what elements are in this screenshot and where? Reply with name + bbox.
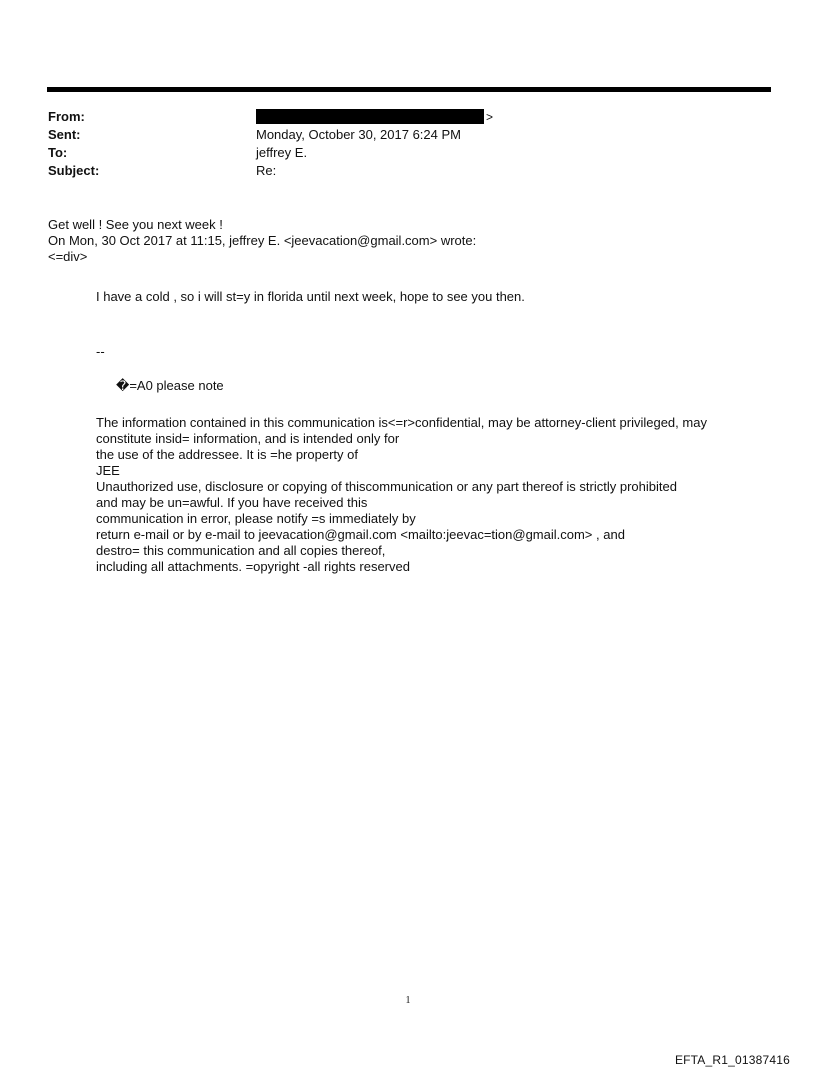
disclaimer-line: and may be un=awful. If you have received this — [96, 495, 368, 510]
disclaimer-line: JEE — [96, 463, 120, 478]
quoted-message — [96, 289, 796, 305]
to-row — [48, 144, 748, 162]
from-value — [256, 108, 493, 126]
disclaimer-line: The information contained in this communication is<=r>confidential, may be attorney-client privileged, may — [96, 415, 707, 430]
page-number: 1 — [405, 995, 411, 1006]
email-header — [48, 108, 748, 180]
from-row — [48, 108, 748, 126]
disclaimer-line: the use of the addressee. It is =he property of — [96, 447, 358, 462]
quoted-text: I have a cold , so i will st=y in florida until next week, hope to see you then. — [96, 289, 525, 304]
subject-label: Subject: — [48, 163, 100, 178]
to-value: jeffrey E. — [256, 145, 308, 160]
subject-value: Re: — [256, 163, 277, 178]
disclaimer-line: including all attachments. =opyright -all rights reserved — [96, 559, 410, 574]
disclaimer-line: return e-mail or by e-mail to jeevacation@gmail.com <mailto:jeevac=tion@gmail.com> , and — [96, 527, 625, 542]
disclaimer-line: Unauthorized use, disclosure or copying of thiscommunication or any part thereof is strictly prohibited — [96, 479, 677, 494]
reply-line: Get well ! See you next week ! — [48, 217, 223, 232]
bates-number: EFTA_R1_01387416 — [674, 1053, 790, 1067]
to-label: To: — [48, 145, 68, 160]
disclaimer-line: constitute insid= information, and is intended only for — [96, 431, 400, 446]
sent-value: Monday, October 30, 2017 6:24 PM — [256, 127, 461, 142]
sent-row — [48, 126, 748, 144]
signature-separator: -- — [96, 344, 105, 359]
from-label: From: — [48, 109, 85, 124]
div-tag: <=div> — [48, 249, 88, 264]
from-value-tail: > — [486, 110, 494, 124]
redaction-box — [256, 109, 484, 124]
subject-row — [48, 162, 748, 180]
disclaimer-line: communication in error, please notify =s immediately by — [96, 511, 416, 526]
disclaimer — [96, 415, 796, 575]
header-rule — [47, 87, 771, 92]
notice-heading: �=A0 please note — [116, 378, 224, 393]
disclaimer-line: destro= this communication and all copies thereof, — [96, 543, 386, 558]
message-body — [48, 217, 788, 265]
sent-label: Sent: — [48, 127, 81, 142]
signature-block — [96, 344, 796, 360]
quote-intro: On Mon, 30 Oct 2017 at 11:15, jeffrey E. <jeevacation@gmail.com> wrote: — [48, 233, 477, 248]
